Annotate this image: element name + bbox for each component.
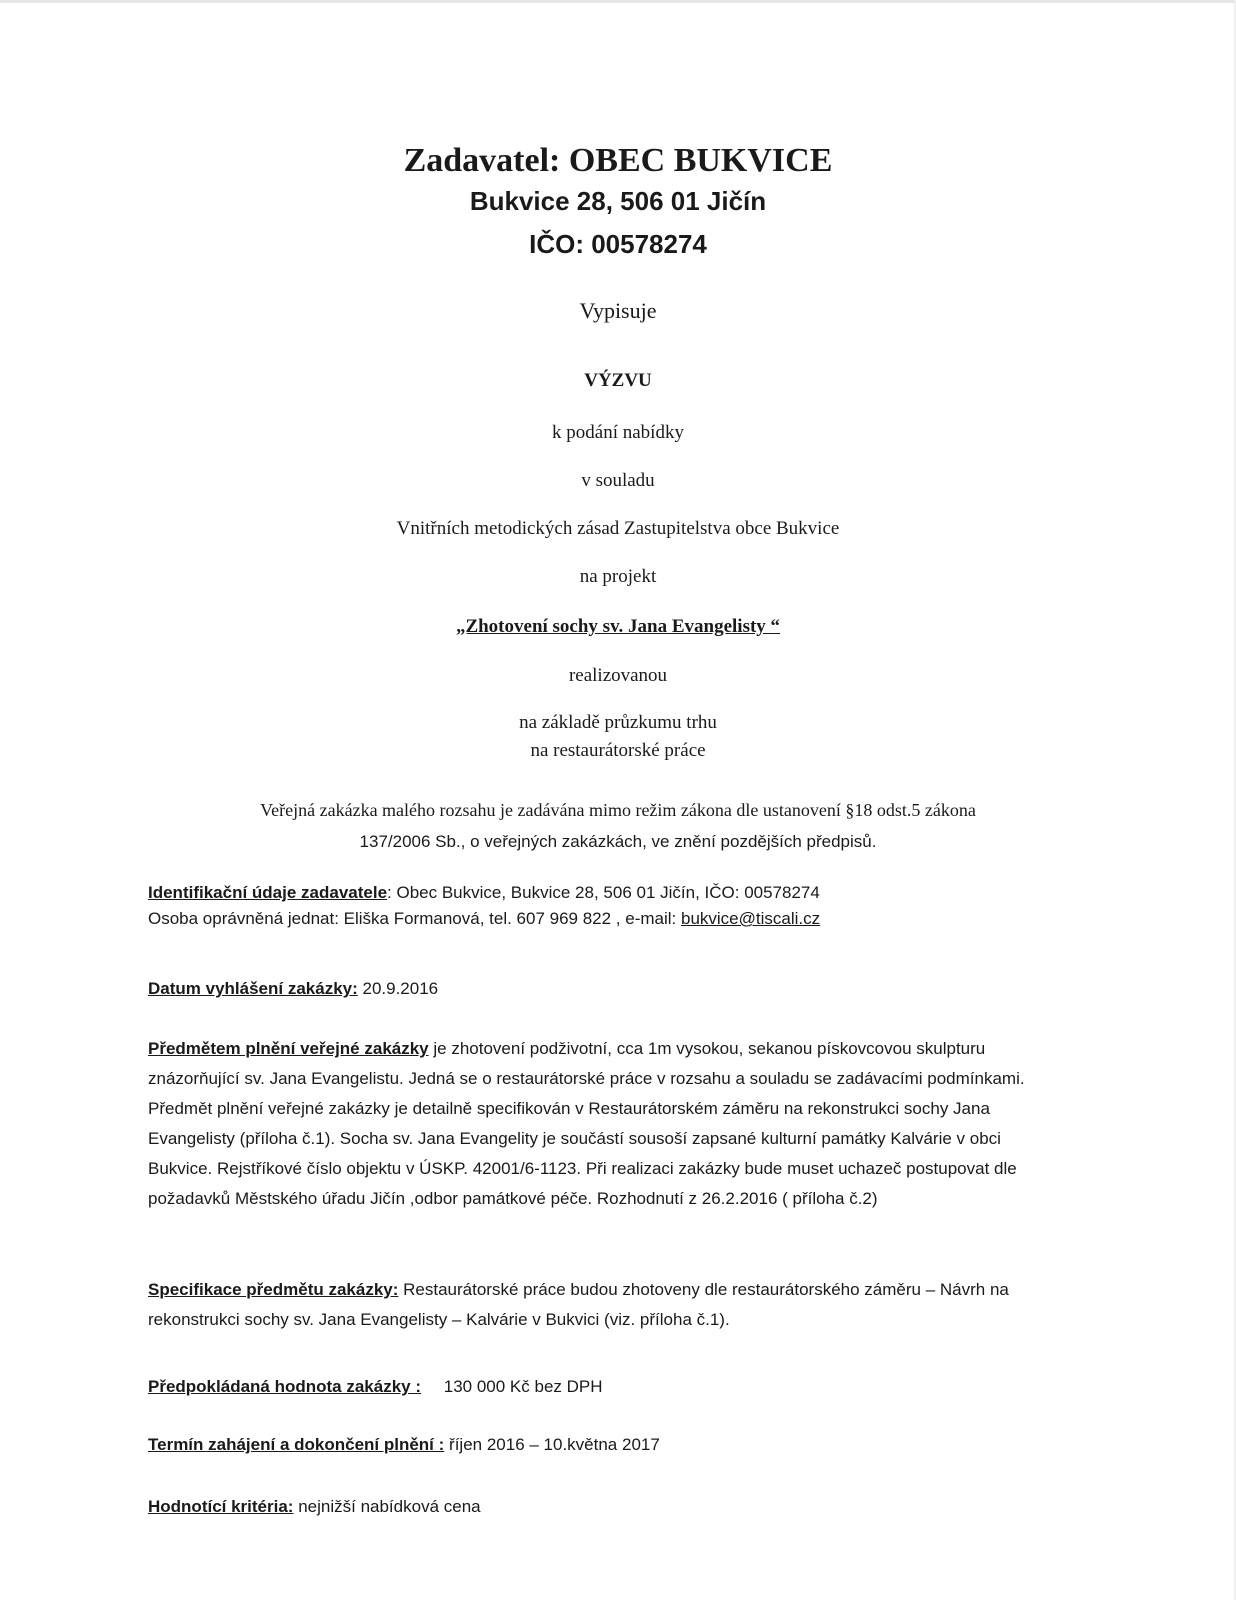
vypisuje-text: Vypisuje [579,298,657,323]
notice-line-1: Veřejná zakázka malého rozsahu je zadávána mimo režim zákona dle ustanovení §18 odst.5 zákona [260,800,976,820]
kriteria-line [148,1494,1048,1520]
termin-label: Termín zahájení a dokončení plnění : [148,1435,445,1454]
ico-heading: IČO: 00578274 [529,229,707,259]
identification-value: : Obec Bukvice, Bukvice 28, 506 01 Jičín, IČO: 00578274 [387,883,820,902]
na-zaklade-text: na základě průzkumu trhu [519,712,717,733]
email-link[interactable]: bukvice@tiscali.cz [680,909,821,928]
datum-line [148,976,1048,1002]
identification-block [148,880,1048,932]
predmet-text: je zhotovení podživotní, cca 1m vysokou, sekanou pískovcovou skulpturu znázorňující sv. Jana Evangelistu. Jedná se o restaurátorské práce v rozsahu a souladu se zadávacími podmínkami. Předmět plnění veřejné zakázky je detailně specifikován v Restaurátorském záměru na rekonstrukci sochy Jana Evangelisty (příloha č.1). Socha sv. Jana Evangelity je součástí sousoší zapsané kulturní památky Kalvárie v obci Bukvice. Rejstříkové číslo objektu v ÚSKP. 42001/6-1123. Při realizaci zakázky bude muset uchazeč postupovat dle požadavků Městského úřadu Jičín ,odbor památkové péče. Rozhodnutí z 26.2.2016 ( příloha č.2) [148,1039,1025,1208]
termin-line [148,1432,1048,1458]
hodnota-label: Předpokládaná hodnota zakázky : [148,1377,422,1396]
hodnota-line [148,1374,1048,1400]
datum-label: Datum vyhlášení zakázky: [148,979,358,998]
kriteria-label: Hodnotící kritéria: [148,1497,294,1516]
datum-value: 20.9.2016 [362,979,439,998]
realizovanou-text: realizovanou [568,665,668,686]
zadavatel-heading: Zadavatel: OBEC BUKVICE [403,142,833,179]
project-title: „Zhotovení sochy sv. Jana Evangelisty “ [455,616,781,637]
k-podani-text: k podání nabídky [552,422,684,443]
kriteria-value: nejnižší nabídková cena [298,1497,481,1516]
notice-line-2: 137/2006 Sb., o veřejných zakázkách, ve znění pozdějších předpisů. [359,832,877,851]
identification-line [148,880,1048,906]
address-heading: Bukvice 28, 506 01 Jičín [469,186,767,216]
scan-edge [0,0,1236,3]
vyzvu-heading: VÝZVU [584,370,652,391]
hodnota-value: 130 000 Kč bez DPH [443,1377,603,1396]
na-restauratorske-text: na restaurátorské práce [530,740,706,761]
predmet-label: Předmětem plnění veřejné zakázky [148,1039,429,1058]
specifikace-text: Restaurátorské práce budou zhotoveny dle restaurátorského záměru – Návrh na rekonstrukci sochy sv. Jana Evangelisty – Kalvárie v Bukvici (viz. příloha č.1). [148,1280,1009,1329]
v-souladu-text: v souladu [581,470,655,491]
predmet-paragraph [148,1034,1048,1214]
person-text: Osoba oprávněná jednat: Eliška Formanová, tel. 607 969 822 , e-mail: [148,909,681,928]
specifikace-paragraph [148,1275,1048,1335]
specifikace-label: Specifikace předmětu zakázky: [148,1280,399,1299]
identification-label: Identifikační údaje zadavatele [148,883,388,902]
zasady-text: Vnitřních metodických zásad Zastupitelstva obce Bukvice [396,518,840,539]
termin-value: říjen 2016 – 10.května 2017 [449,1435,660,1454]
person-line [148,906,1048,932]
na-projekt-text: na projekt [579,566,657,587]
